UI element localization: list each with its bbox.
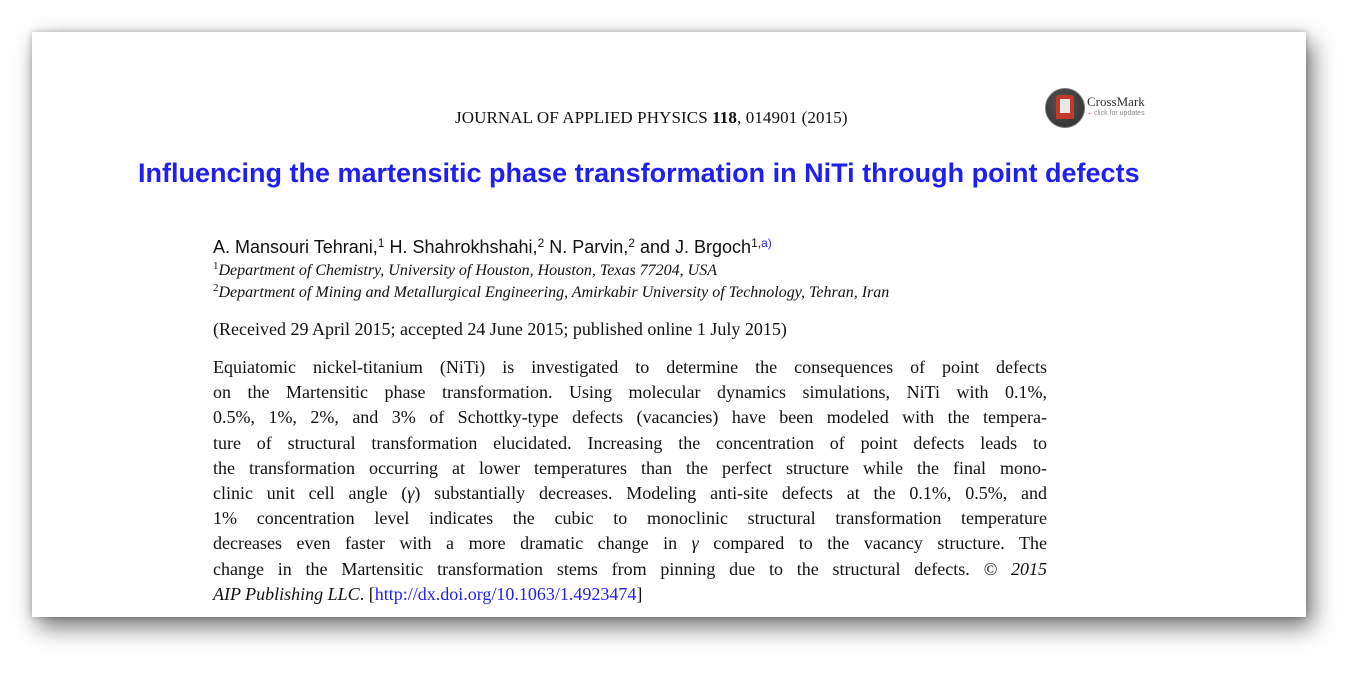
author-name: N. Parvin, [549, 237, 629, 257]
journal-volume: 118 [712, 108, 738, 127]
author-name: A. Mansouri Tehrani, [213, 237, 378, 257]
copyright-year: © 2015 [983, 558, 1047, 579]
crossmark-label: CrossMark [1087, 94, 1145, 109]
abstract-line: change in the Martensitic transformation stems from pinning due to the structural defects. © 2015 [213, 558, 1047, 579]
author-affil-sup: 1,a) [751, 236, 772, 250]
author-affil-sup: 2 [537, 236, 545, 250]
journal-name: JOURNAL OF APPLIED PHYSICS [455, 108, 708, 127]
crossmark-button[interactable] [1045, 88, 1165, 128]
abstract-line: clinic unit cell angle (γ) substantially decreases. Modeling anti-site defects at the 0.1%, 0.5%, and [213, 483, 1048, 504]
crossmark-sublabel: ←click for updates [1087, 110, 1145, 117]
author-list [213, 237, 772, 258]
abstract-line: on the Martensitic phase transformation. Using molecular dynamics simulations, NiTi with 0.1%, [213, 382, 1047, 403]
footnote-link[interactable]: a) [761, 236, 772, 250]
affiliation-1: $^1$Department of Chemistry, University of Houston, Houston, Texas 77204, USA [213, 260, 717, 279]
author-affil-sup: 1 [377, 236, 385, 250]
received-dates: (Received 29 April 2015; accepted 24 June 2015; published online 1 July 2015) [213, 319, 787, 339]
paper-page [32, 32, 1306, 617]
abstract-line: the transformation occurring at lower temperatures than the perfect structure while the final mono- [213, 457, 1047, 478]
abstract-line: 1% concentration level indicates the cubic to monoclinic structural transformation temperature [213, 508, 1047, 529]
abstract-line: decreases even faster with a more dramatic change in γ compared to the vacancy structure. The [213, 533, 1047, 554]
journal-issue: , 014901 (2015) [737, 108, 848, 127]
author-name: H. Shahrokhshahi, [389, 237, 538, 257]
abstract-line: 0.5%, 1%, 2%, and 3% of Schottky-type defects (vacancies) have been modeled with the tempera- [213, 407, 1047, 428]
affiliation-2: $^2$Department of Mining and Metallurgical Engineering, Amirkabir University of Technology, Tehran, Iran [213, 282, 890, 301]
abstract [213, 355, 1047, 607]
doi-link[interactable]: http://dx.doi.org/10.1063/1.4923474 [374, 583, 637, 604]
abstract-line: Equiatomic nickel-titanium (NiTi) is investigated to determine the consequences of point defects [213, 357, 1047, 377]
gamma-symbol: γ [691, 533, 699, 554]
article-title: Influencing the martensitic phase transformation in NiTi through point defects [138, 158, 1140, 188]
gamma-symbol: γ [407, 483, 415, 504]
author-name: and J. Brgoch [640, 237, 752, 257]
author-affil-sup: 2 [628, 236, 635, 250]
crossmark-icon [1045, 88, 1085, 128]
abstract-line: ture of structural transformation elucidated. Increasing the concentration of point defects leads to [213, 432, 1047, 453]
abstract-line: AIP Publishing LLC. [http://dx.doi.org/10.1063/1.4923474] [213, 583, 643, 604]
publisher-name: AIP Publishing LLC [213, 583, 360, 604]
